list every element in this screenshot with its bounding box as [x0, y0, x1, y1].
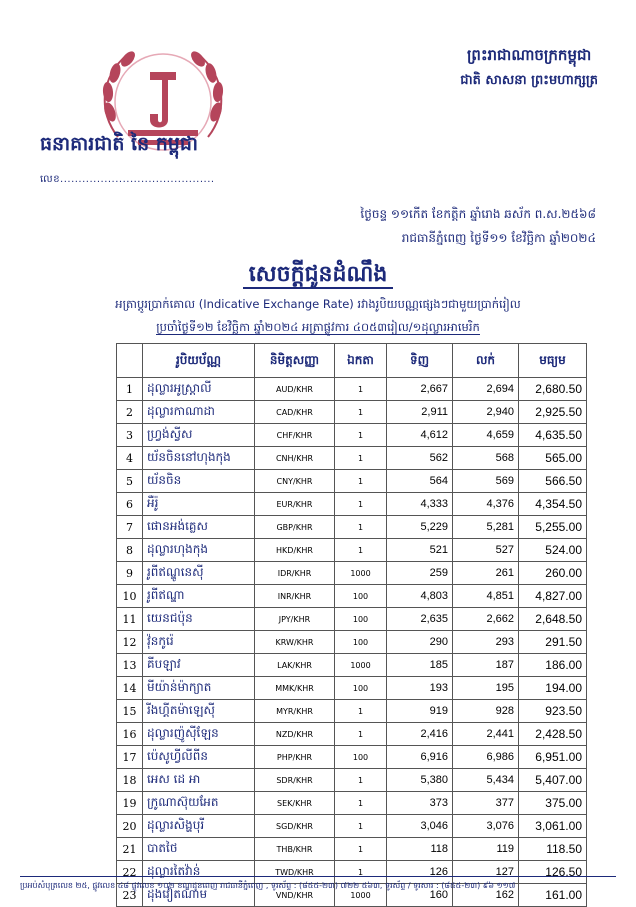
buy-rate: 193 [387, 677, 453, 700]
currency-code: CNY/KHR [255, 470, 335, 493]
currency-name: ដុល្លារតៃវ៉ាន់ [143, 861, 255, 884]
currency-unit: 1 [335, 447, 387, 470]
table-row [117, 769, 587, 792]
buy-rate: 2,667 [387, 378, 453, 401]
currency-unit: 1 [335, 516, 387, 539]
sell-rate: 119 [453, 838, 519, 861]
currency-code: CAD/KHR [255, 401, 335, 424]
buy-rate: 919 [387, 700, 453, 723]
row-number: 16 [117, 723, 143, 746]
currency-name: រូពីឥណ្ឌូនេស៊ី [143, 562, 255, 585]
currency-code: EUR/KHR [255, 493, 335, 516]
buy-rate: 290 [387, 631, 453, 654]
currency-name: ក្រូណាស៊ុយអែត [143, 792, 255, 815]
subtitle-line-1: អត្រាប្តូរប្រាក់គោល (Indicative Exchange Rate) រវាងរូបិយបណ្ណផ្សេងៗជាមួយប្រាក់រៀល [115, 297, 521, 311]
average-rate: 566.50 [519, 470, 587, 493]
exchange-rate-table [116, 343, 587, 907]
header-currency: រូបិយប័ណ្ណ [143, 344, 255, 378]
row-number: 3 [117, 424, 143, 447]
buy-rate: 562 [387, 447, 453, 470]
table-row [117, 493, 587, 516]
table-row [117, 539, 587, 562]
currency-name: បាតថៃ [143, 838, 255, 861]
average-rate: 4,827.00 [519, 585, 587, 608]
average-rate: 260.00 [519, 562, 587, 585]
average-rate: 186.00 [519, 654, 587, 677]
table-row [117, 838, 587, 861]
average-rate: 2,680.50 [519, 378, 587, 401]
table-row [117, 677, 587, 700]
average-rate: 4,635.50 [519, 424, 587, 447]
average-rate: 161.00 [519, 884, 587, 907]
national-motto: ជាតិ សាសនា ព្រះមហាក្សត្រ [460, 73, 598, 88]
currency-unit: 1 [335, 700, 387, 723]
currency-name: យ័នចិននៅហុងកុង [143, 447, 255, 470]
currency-name: ផោនអង់គ្លេស [143, 516, 255, 539]
average-rate: 126.50 [519, 861, 587, 884]
row-number: 19 [117, 792, 143, 815]
currency-name: ដុងវៀតណាម [143, 884, 255, 907]
row-number: 2 [117, 401, 143, 424]
row-number: 5 [117, 470, 143, 493]
header-symbol: និមិត្តសញ្ញា [255, 344, 335, 378]
sell-rate: 2,940 [453, 401, 519, 424]
buy-rate: 118 [387, 838, 453, 861]
currency-unit: 100 [335, 746, 387, 769]
currency-code: KRW/KHR [255, 631, 335, 654]
sell-rate: 127 [453, 861, 519, 884]
row-number: 6 [117, 493, 143, 516]
buy-rate: 126 [387, 861, 453, 884]
table-row [117, 470, 587, 493]
currency-name: អឺរ៉ូ [143, 493, 255, 516]
solar-date: រាជធានីភ្នំពេញ ថ្ងៃទី១១ ខែវិច្ឆិកា ឆ្នាំ២០២៤ [401, 231, 596, 245]
table-row [117, 378, 587, 401]
buy-rate: 2,416 [387, 723, 453, 746]
currency-name: ដុល្លារអូស្ត្រាលី [143, 378, 255, 401]
table-row [117, 700, 587, 723]
average-rate: 3,061.00 [519, 815, 587, 838]
row-number: 10 [117, 585, 143, 608]
reference-number: លេខ.......................................... [40, 174, 215, 185]
buy-rate: 3,046 [387, 815, 453, 838]
footer-address: ប្រអប់សំបុត្រលេខ ២៥, ផ្លូវលេខ ៤៨ ផ្លូវលេខ ១០២ ខណ្ឌដូនពេញ រាជធានីភ្នំពេញ , ទូរស័ព្ទ : (៨៥៥-២៣) ៧២២ ៥៦៣, ទូរស័ព្ទ / ទូរសារ : (៨៥៥-២៣) ៩៦ ១១៧ [20, 876, 616, 892]
currency-name: ហ្វ្រង់ស្វីស [143, 424, 255, 447]
currency-unit: 100 [335, 608, 387, 631]
sell-rate: 928 [453, 700, 519, 723]
currency-code: MMK/KHR [255, 677, 335, 700]
header-no [117, 344, 143, 378]
row-number: 8 [117, 539, 143, 562]
header-buy: ទិញ [387, 344, 453, 378]
currency-name: យ័នចិន [143, 470, 255, 493]
table-row [117, 815, 587, 838]
currency-code: MYR/KHR [255, 700, 335, 723]
row-number: 4 [117, 447, 143, 470]
header-sell: លក់ [453, 344, 519, 378]
sell-rate: 569 [453, 470, 519, 493]
currency-unit: 1 [335, 792, 387, 815]
currency-unit: 1 [335, 470, 387, 493]
average-rate: 923.50 [519, 700, 587, 723]
currency-name: រូពីឥណ្ឌា [143, 585, 255, 608]
currency-unit: 1 [335, 769, 387, 792]
average-rate: 291.50 [519, 631, 587, 654]
average-rate: 118.50 [519, 838, 587, 861]
sell-rate: 2,694 [453, 378, 519, 401]
currency-unit: 1 [335, 838, 387, 861]
lunar-date: ថ្ងៃចន្ទ ១១កើត ខែកត្តិក ឆ្នាំរោង ឆស័ក ព.ស.២៥៦៨ [360, 207, 596, 221]
table-row [117, 516, 587, 539]
currency-code: PHP/KHR [255, 746, 335, 769]
buy-rate: 5,229 [387, 516, 453, 539]
currency-code: JPY/KHR [255, 608, 335, 631]
table-row [117, 608, 587, 631]
buy-rate: 2,911 [387, 401, 453, 424]
sell-rate: 162 [453, 884, 519, 907]
sell-rate: 4,851 [453, 585, 519, 608]
buy-rate: 5,380 [387, 769, 453, 792]
sell-rate: 2,441 [453, 723, 519, 746]
currency-name: ដុល្លារហុងកុង [143, 539, 255, 562]
currency-name: វ៉ុនកូរ៉េ [143, 631, 255, 654]
buy-rate: 6,916 [387, 746, 453, 769]
currency-name: យេនជប៉ុន [143, 608, 255, 631]
table-header-row [117, 344, 587, 378]
table-row [117, 654, 587, 677]
currency-code: CHF/KHR [255, 424, 335, 447]
row-number: 22 [117, 861, 143, 884]
currency-code: TWD/KHR [255, 861, 335, 884]
sell-rate: 527 [453, 539, 519, 562]
subtitle-line-2 [0, 320, 636, 337]
table-row [117, 585, 587, 608]
currency-unit: 1000 [335, 654, 387, 677]
table-row [117, 401, 587, 424]
subtitle-line-2-text: ប្រចាំថ្ងៃទី១២ ខែវិច្ឆិកា ឆ្នាំ២០២៤ អត្រាផ្លូវការ ៤០៥៣រៀល/១ដុល្លារអាមេរិក [156, 320, 480, 334]
document-title [0, 260, 636, 292]
buy-rate: 259 [387, 562, 453, 585]
currency-unit: 1 [335, 815, 387, 838]
average-rate: 524.00 [519, 539, 587, 562]
row-number: 23 [117, 884, 143, 907]
currency-name: ដុល្លារកាណាដា [143, 401, 255, 424]
sell-rate: 568 [453, 447, 519, 470]
document-title-text: សេចក្តីជូនដំណឹង [243, 262, 394, 289]
sell-rate: 5,281 [453, 516, 519, 539]
currency-code: SDR/KHR [255, 769, 335, 792]
currency-unit: 100 [335, 585, 387, 608]
currency-unit: 1 [335, 424, 387, 447]
currency-code: IDR/KHR [255, 562, 335, 585]
currency-unit: 100 [335, 631, 387, 654]
sell-rate: 3,076 [453, 815, 519, 838]
currency-name: ប៉េសូហ្វីលីពីន [143, 746, 255, 769]
sell-rate: 187 [453, 654, 519, 677]
table-row [117, 562, 587, 585]
table-row [117, 723, 587, 746]
currency-name: អេស ដេ អា [143, 769, 255, 792]
currency-code: LAK/KHR [255, 654, 335, 677]
buy-rate: 373 [387, 792, 453, 815]
row-number: 9 [117, 562, 143, 585]
row-number: 17 [117, 746, 143, 769]
bank-name: ធនាគារជាតិ នៃ កម្ពុជា [40, 133, 198, 155]
average-rate: 565.00 [519, 447, 587, 470]
sell-rate: 293 [453, 631, 519, 654]
currency-code: INR/KHR [255, 585, 335, 608]
buy-rate: 2,635 [387, 608, 453, 631]
currency-unit: 1 [335, 401, 387, 424]
average-rate: 6,951.00 [519, 746, 587, 769]
currency-code: CNH/KHR [255, 447, 335, 470]
average-rate: 2,648.50 [519, 608, 587, 631]
row-number: 11 [117, 608, 143, 631]
sell-rate: 195 [453, 677, 519, 700]
sell-rate: 4,376 [453, 493, 519, 516]
row-number: 21 [117, 838, 143, 861]
average-rate: 194.00 [519, 677, 587, 700]
currency-code: AUD/KHR [255, 378, 335, 401]
table-row [117, 792, 587, 815]
currency-unit: 100 [335, 677, 387, 700]
header-unit: ឯកតា [335, 344, 387, 378]
average-rate: 5,407.00 [519, 769, 587, 792]
table-row [117, 424, 587, 447]
row-number: 7 [117, 516, 143, 539]
currency-code: SGD/KHR [255, 815, 335, 838]
average-rate: 2,428.50 [519, 723, 587, 746]
currency-name: ដុល្លារសិង្ហបុរី [143, 815, 255, 838]
buy-rate: 4,803 [387, 585, 453, 608]
sell-rate: 6,986 [453, 746, 519, 769]
currency-code: THB/KHR [255, 838, 335, 861]
currency-code: VND/KHR [255, 884, 335, 907]
sell-rate: 377 [453, 792, 519, 815]
sell-rate: 4,659 [453, 424, 519, 447]
currency-unit: 1 [335, 723, 387, 746]
currency-unit: 1 [335, 493, 387, 516]
buy-rate: 4,612 [387, 424, 453, 447]
average-rate: 5,255.00 [519, 516, 587, 539]
table-row [117, 746, 587, 769]
row-number: 1 [117, 378, 143, 401]
row-number: 20 [117, 815, 143, 838]
row-number: 14 [117, 677, 143, 700]
currency-code: GBP/KHR [255, 516, 335, 539]
row-number: 12 [117, 631, 143, 654]
sell-rate: 2,662 [453, 608, 519, 631]
kingdom-motto [460, 46, 598, 91]
table-row [117, 631, 587, 654]
header-average: មធ្យម [519, 344, 587, 378]
buy-rate: 4,333 [387, 493, 453, 516]
currency-name: មីយ៉ាន់ម៉ាក្យាត [143, 677, 255, 700]
average-rate: 4,354.50 [519, 493, 587, 516]
currency-name: គីបឡាវ [143, 654, 255, 677]
average-rate: 2,925.50 [519, 401, 587, 424]
currency-name: ដុល្លារញ៉ូស៊ីឡែន [143, 723, 255, 746]
sell-rate: 261 [453, 562, 519, 585]
currency-unit: 1000 [335, 884, 387, 907]
buy-rate: 185 [387, 654, 453, 677]
currency-name: រីងហ្គីតម៉ាឡេស៊ី [143, 700, 255, 723]
currency-code: NZD/KHR [255, 723, 335, 746]
currency-code: HKD/KHR [255, 539, 335, 562]
buy-rate: 564 [387, 470, 453, 493]
currency-unit: 1 [335, 539, 387, 562]
currency-unit: 1000 [335, 562, 387, 585]
currency-code: SEK/KHR [255, 792, 335, 815]
row-number: 15 [117, 700, 143, 723]
table-row [117, 447, 587, 470]
row-number: 18 [117, 769, 143, 792]
average-rate: 375.00 [519, 792, 587, 815]
currency-unit: 1 [335, 378, 387, 401]
currency-unit: 1 [335, 861, 387, 884]
table-body [117, 378, 587, 907]
sell-rate: 5,434 [453, 769, 519, 792]
row-number: 13 [117, 654, 143, 677]
buy-rate: 521 [387, 539, 453, 562]
buy-rate: 160 [387, 884, 453, 907]
kingdom-title: ព្រះរាជាណាចក្រកម្ពុជា [466, 46, 592, 64]
